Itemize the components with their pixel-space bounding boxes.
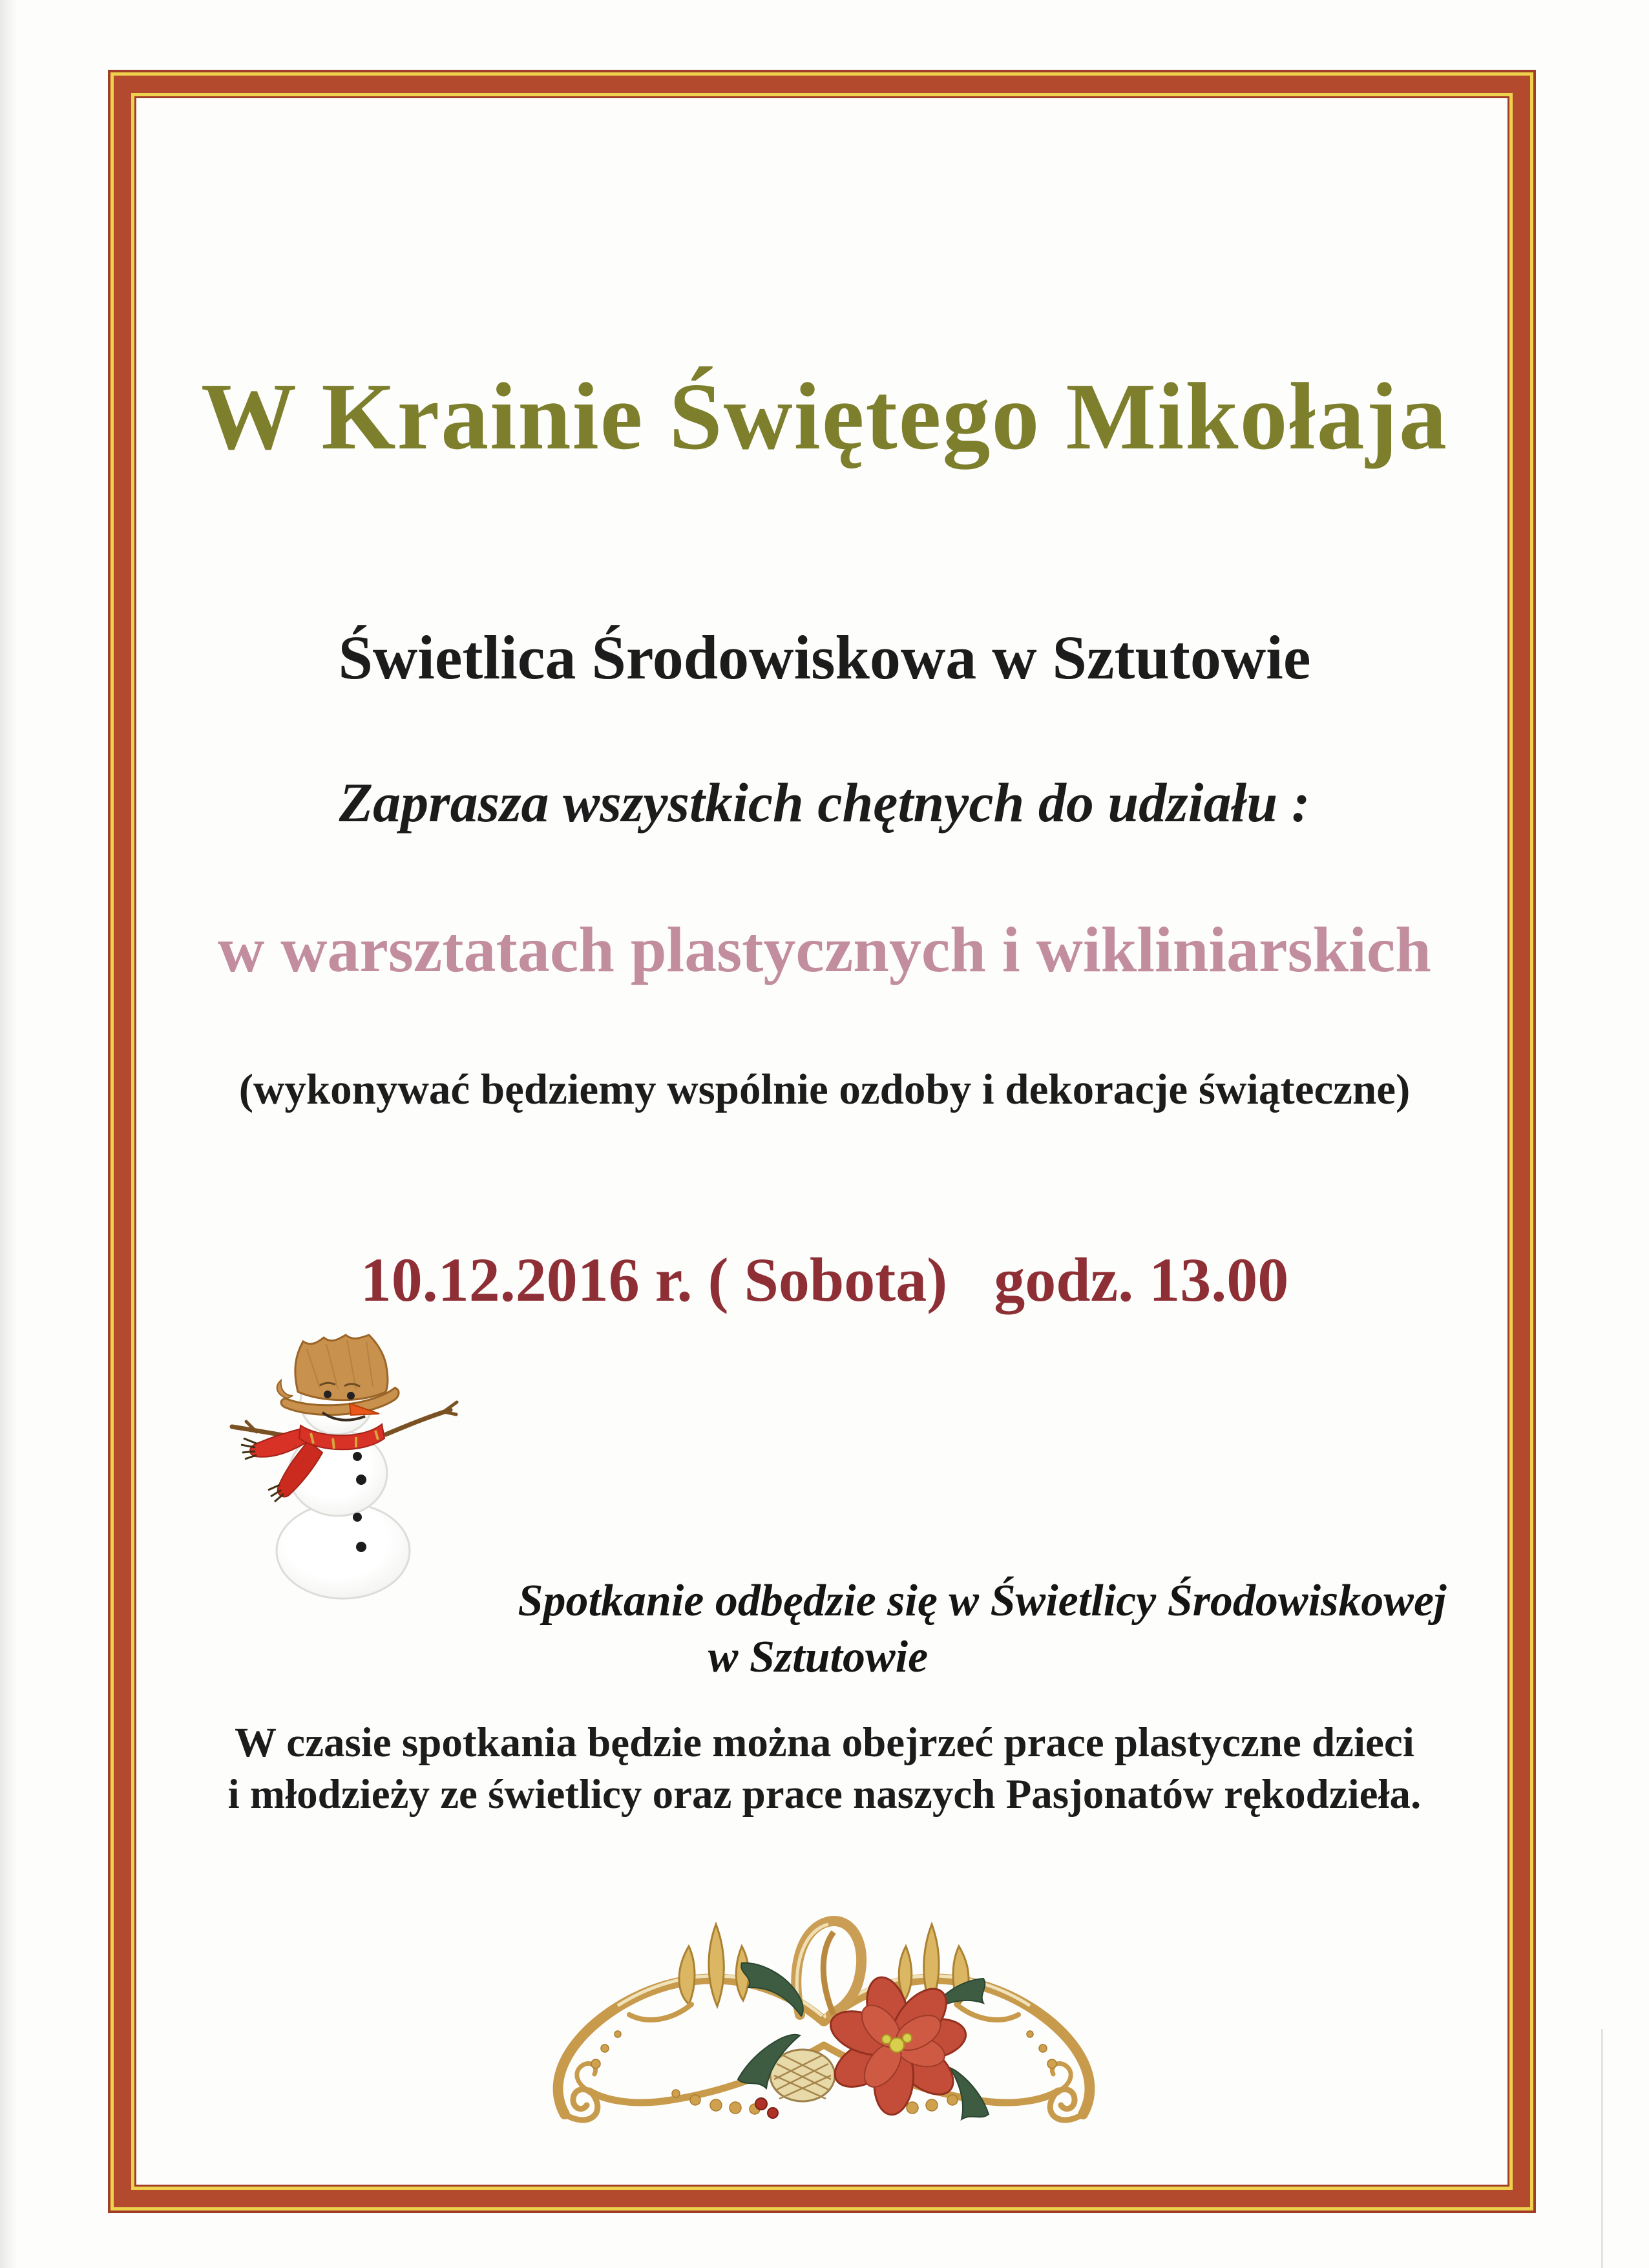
snowman-illustration xyxy=(223,1330,465,1601)
venue-line-1: Spotkanie odbędzie się w Świetlicy Środowiskowej xyxy=(518,1576,1447,1626)
venue-line-2: w Sztutowie xyxy=(708,1632,929,1682)
footer-line-2: i młodzieży ze świetlicy oraz prace naszych Pasjonatów rękodzieła. xyxy=(227,1771,1422,1818)
organization-line: Świetlica Środowiskowa w Sztutowie xyxy=(338,623,1311,692)
invitation-line: Zaprasza wszystkich chętnych do udziału : xyxy=(339,772,1310,834)
scan-edge-shadow xyxy=(0,0,17,2268)
workshops-note-line: (wykonywać będziemy wspólnie ozdoby i dekoracje świąteczne) xyxy=(238,1066,1411,1113)
workshops-line: w warsztatach plastycznych i wikliniarskich xyxy=(218,914,1431,985)
date-time-line: 10.12.2016 r. ( Sobota) godz. 13.00 xyxy=(360,1245,1289,1314)
footer-line-1: W czasie spotkania będzie można obejrzeć prace plastyczne dzieci xyxy=(235,1719,1414,1766)
scan-paper-edge xyxy=(1601,2029,1603,2268)
page-title: W Krainie Świętego Mikołaja xyxy=(201,364,1448,470)
ornament-illustration xyxy=(498,1906,1150,2148)
